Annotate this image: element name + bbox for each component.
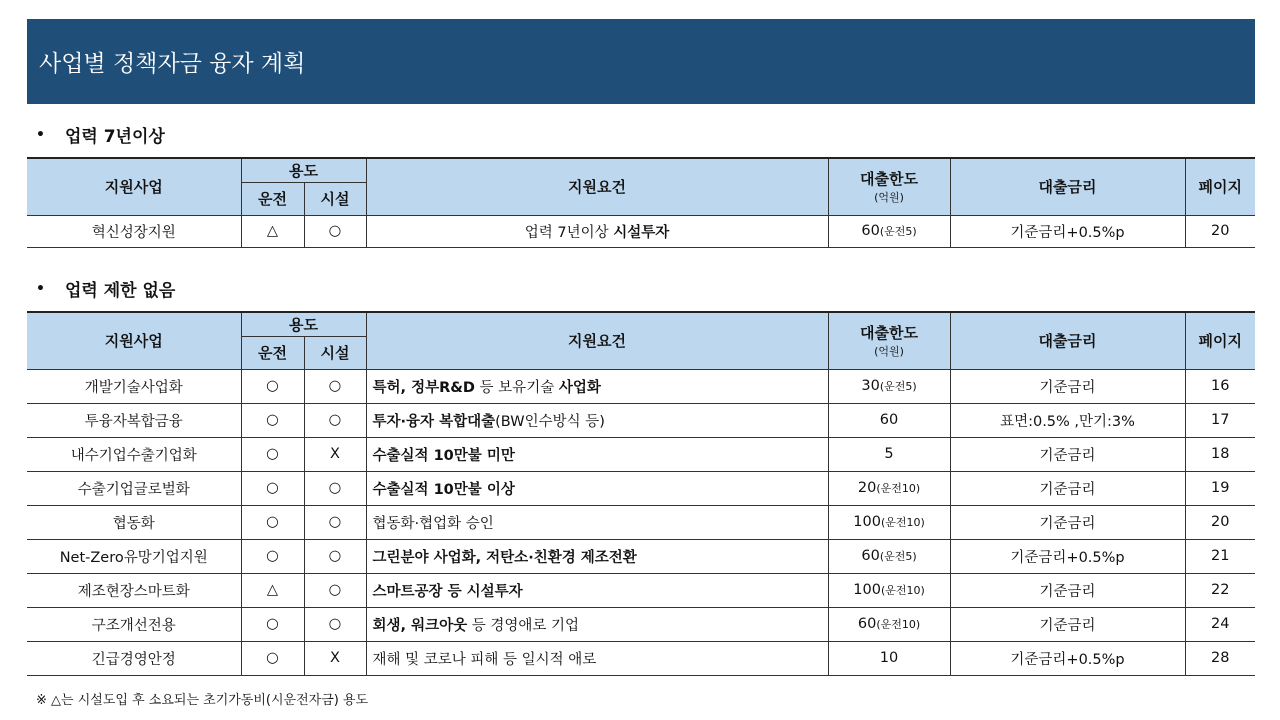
loan-limit <box>828 369 950 403</box>
header-rate: 대출금리 <box>950 158 1185 215</box>
interest-rate: 기준금리 <box>950 369 1185 403</box>
program-name: 제조현장스마트화 <box>27 573 241 607</box>
header-usage: 용도 <box>241 312 366 336</box>
section-heading-7years <box>36 122 165 147</box>
page-number: 22 <box>1185 573 1255 607</box>
loan-limit-value: 10 <box>879 650 899 666</box>
requirement-segment: 그린분야 사업화, 저탄소·친환경 제조전환 <box>372 549 637 566</box>
table-row <box>27 437 1255 471</box>
page-number: 24 <box>1185 607 1255 641</box>
usage-operating: ○ <box>241 403 304 437</box>
page-title-banner <box>27 19 1255 104</box>
table-row <box>27 369 1255 403</box>
requirement-segment: 투자·융자 복합대출 <box>372 413 496 430</box>
loan-limit <box>828 607 950 641</box>
table-row <box>27 471 1255 505</box>
loan-limit <box>828 641 950 675</box>
section-heading-no-limit <box>36 276 175 301</box>
requirement <box>366 539 828 573</box>
page-number: 19 <box>1185 471 1255 505</box>
requirement-segment: 회생, 워크아웃 <box>372 617 468 634</box>
requirement-segment: 등 보유기술 <box>474 379 559 396</box>
loan-limit-value: 60 <box>861 223 880 239</box>
loan-limit <box>828 471 950 505</box>
usage-facility: ○ <box>304 369 366 403</box>
header-requirement: 지원요건 <box>366 158 828 215</box>
header-program: 지원사업 <box>27 312 241 369</box>
requirement-segment: 업력 7년이상 <box>524 224 614 241</box>
loan-limit-operating: (운전5) <box>879 225 917 238</box>
header-limit-label: 대출한도 <box>860 324 918 343</box>
requirement <box>366 641 828 675</box>
usage-operating: △ <box>241 573 304 607</box>
loan-limit <box>828 573 950 607</box>
loan-limit <box>828 539 950 573</box>
loan-limit-operating: (운전10) <box>880 516 925 529</box>
loan-limit-operating: (운전10) <box>880 584 925 597</box>
header-usage: 용도 <box>241 158 366 182</box>
interest-rate: 기준금리 <box>950 437 1185 471</box>
page-number: 20 <box>1185 215 1255 247</box>
footnote: ※ △는 시설도입 후 소요되는 초기가동비(시운전자금) 용도 <box>36 693 369 708</box>
header-operating: 운전 <box>241 336 304 369</box>
loan-limit-operating: (운전10) <box>876 618 921 631</box>
loan-limit <box>828 403 950 437</box>
loan-table-no-limit <box>27 311 1255 676</box>
requirement <box>366 573 828 607</box>
program-name: 투융자복합금융 <box>27 403 241 437</box>
header-page: 페이지 <box>1185 312 1255 369</box>
program-name: 협동화 <box>27 505 241 539</box>
requirement-segment: 협동화·협업화 승인 <box>372 515 494 532</box>
page-number: 21 <box>1185 539 1255 573</box>
program-name: 혁신성장지원 <box>27 215 241 247</box>
loan-limit <box>828 437 950 471</box>
requirement <box>366 505 828 539</box>
requirement <box>366 471 828 505</box>
loan-limit-value: 60 <box>861 548 880 564</box>
requirement-segment: 시설투자 <box>613 224 670 241</box>
requirement-segment: 사업화 <box>558 379 601 396</box>
loan-limit-value: 5 <box>884 446 894 462</box>
header-limit-label: 대출한도 <box>860 170 918 189</box>
loan-table-7years <box>27 157 1255 248</box>
table-row <box>27 539 1255 573</box>
program-name: 구조개선전용 <box>27 607 241 641</box>
header-program: 지원사업 <box>27 158 241 215</box>
requirement <box>366 403 828 437</box>
header-limit <box>828 158 950 215</box>
loan-limit-operating: (운전5) <box>879 550 917 563</box>
usage-facility: ○ <box>304 573 366 607</box>
usage-operating: ○ <box>241 369 304 403</box>
page-number: 18 <box>1185 437 1255 471</box>
section-title: 업력 제한 없음 <box>64 281 176 301</box>
loan-limit <box>828 505 950 539</box>
program-name: 수출기업글로벌화 <box>27 471 241 505</box>
usage-facility: X <box>304 437 366 471</box>
usage-facility: ○ <box>304 215 366 247</box>
program-name: 긴급경영안정 <box>27 641 241 675</box>
requirement-segment: (BW인수방식 등) <box>495 413 605 430</box>
requirement <box>366 369 828 403</box>
header-facility: 시설 <box>304 182 366 215</box>
section-title: 업력 7년이상 <box>64 127 165 147</box>
requirement-segment: 수출실적 10만불 미만 <box>372 447 515 464</box>
usage-facility: ○ <box>304 505 366 539</box>
loan-limit-value: 30 <box>861 378 880 394</box>
header-limit-unit: (억원) <box>874 191 904 205</box>
loan-limit <box>828 215 950 247</box>
usage-operating: ○ <box>241 607 304 641</box>
page-number: 20 <box>1185 505 1255 539</box>
page-title: 사업별 정책자금 융자 계획 <box>39 51 306 77</box>
requirement-segment: 스마트공장 등 시설투자 <box>372 583 523 600</box>
usage-operating: ○ <box>241 437 304 471</box>
interest-rate: 기준금리 <box>950 573 1185 607</box>
usage-facility: ○ <box>304 403 366 437</box>
loan-limit-operating: (운전5) <box>879 380 917 393</box>
page-number: 17 <box>1185 403 1255 437</box>
requirement <box>366 215 828 247</box>
header-limit <box>828 312 950 369</box>
loan-limit-value: 60 <box>879 412 899 428</box>
interest-rate: 기준금리 <box>950 607 1185 641</box>
loan-limit-value: 60 <box>857 616 877 632</box>
header-requirement: 지원요건 <box>366 312 828 369</box>
header-operating: 운전 <box>241 182 304 215</box>
page-number: 16 <box>1185 369 1255 403</box>
bullet-icon: • <box>36 280 45 297</box>
usage-operating: △ <box>241 215 304 247</box>
table-row <box>27 607 1255 641</box>
loan-limit-value: 20 <box>857 480 877 496</box>
interest-rate: 기준금리+0.5%p <box>950 539 1185 573</box>
requirement-segment: 등 경영애로 기업 <box>467 617 580 634</box>
usage-operating: ○ <box>241 471 304 505</box>
requirement-segment: 수출실적 10만불 이상 <box>372 481 515 498</box>
usage-operating: ○ <box>241 539 304 573</box>
table-row <box>27 641 1255 675</box>
header-rate: 대출금리 <box>950 312 1185 369</box>
table-row <box>27 403 1255 437</box>
interest-rate: 기준금리+0.5%p <box>950 641 1185 675</box>
program-name: 개발기술사업화 <box>27 369 241 403</box>
program-name: 내수기업수출기업화 <box>27 437 241 471</box>
table-row <box>27 215 1255 247</box>
loan-limit-value: 100 <box>853 514 881 530</box>
usage-operating: ○ <box>241 641 304 675</box>
interest-rate: 표면:0.5% ,만기:3% <box>950 403 1185 437</box>
usage-facility: X <box>304 641 366 675</box>
usage-facility: ○ <box>304 539 366 573</box>
interest-rate: 기준금리 <box>950 471 1185 505</box>
page-number: 28 <box>1185 641 1255 675</box>
requirement <box>366 607 828 641</box>
header-facility: 시설 <box>304 336 366 369</box>
bullet-icon: • <box>36 126 45 143</box>
program-name: Net-Zero유망기업지원 <box>27 539 241 573</box>
usage-facility: ○ <box>304 471 366 505</box>
requirement-segment: 특허, 정부R&D <box>372 379 475 396</box>
interest-rate: 기준금리 <box>950 505 1185 539</box>
table-row <box>27 505 1255 539</box>
table-row <box>27 573 1255 607</box>
loan-limit-value: 100 <box>853 582 881 598</box>
header-limit-unit: (억원) <box>874 345 904 359</box>
requirement <box>366 437 828 471</box>
requirement-segment: 재해 및 코로나 피해 등 일시적 애로 <box>372 651 597 668</box>
header-page: 페이지 <box>1185 158 1255 215</box>
loan-limit-operating: (운전10) <box>876 482 921 495</box>
usage-facility: ○ <box>304 607 366 641</box>
interest-rate: 기준금리+0.5%p <box>950 215 1185 247</box>
usage-operating: ○ <box>241 505 304 539</box>
